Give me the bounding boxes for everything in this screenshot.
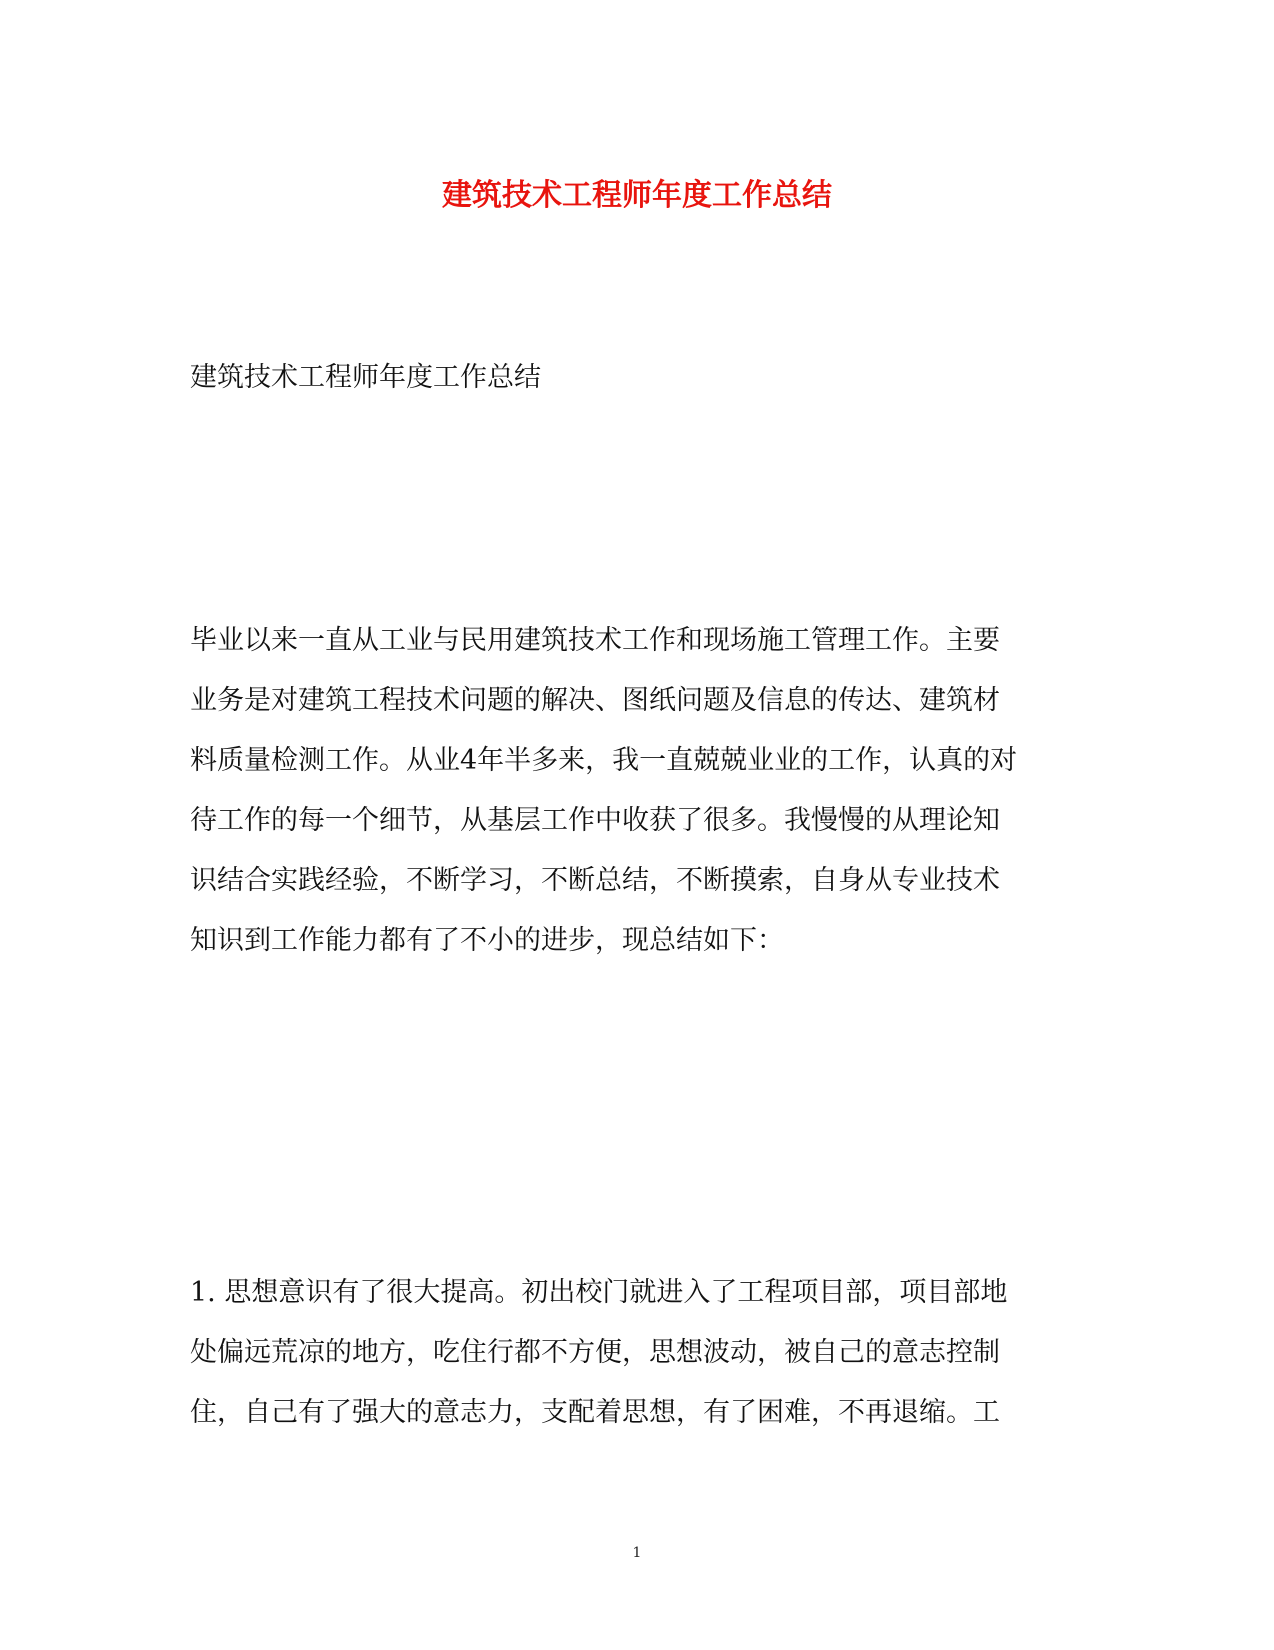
paragraph-line: 毕业以来一直从工业与民用建筑技术工作和现场施工管理工作。主要 [190, 625, 1000, 656]
paragraph-line: 1. 思想意识有了很大提高。初出校门就进入了工程项目部，项目部地 [190, 1277, 1008, 1308]
page-number: 1 [632, 1545, 642, 1561]
document-title: 建筑技术工程师年度工作总结 [442, 178, 832, 213]
document-subtitle: 建筑技术工程师年度工作总结 [190, 362, 541, 393]
paragraph-line: 处偏远荒凉的地方，吃住行都不方便，思想波动，被自己的意志控制 [190, 1337, 1000, 1368]
paragraph-line: 待工作的每一个细节，从基层工作中收获了很多。我慢慢的从理论知 [190, 805, 1000, 836]
paragraph-point-1 [190, 1273, 1007, 1453]
paragraph-intro [190, 621, 1017, 981]
paragraph-line: 料质量检测工作。从业4年半多来，我一直兢兢业业的工作，认真的对 [190, 745, 1018, 776]
paragraph-line: 业务是对建筑工程技术问题的解决、图纸问题及信息的传达、建筑材 [190, 685, 1000, 716]
paragraph-line: 识结合实践经验，不断学习，不断总结，不断摸索，自身从专业技术 [190, 865, 1000, 896]
paragraph-line: 知识到工作能力都有了不小的进步，现总结如下： [190, 925, 784, 956]
paragraph-line: 住，自己有了强大的意志力，支配着思想，有了困难，不再退缩。工 [190, 1397, 1000, 1428]
